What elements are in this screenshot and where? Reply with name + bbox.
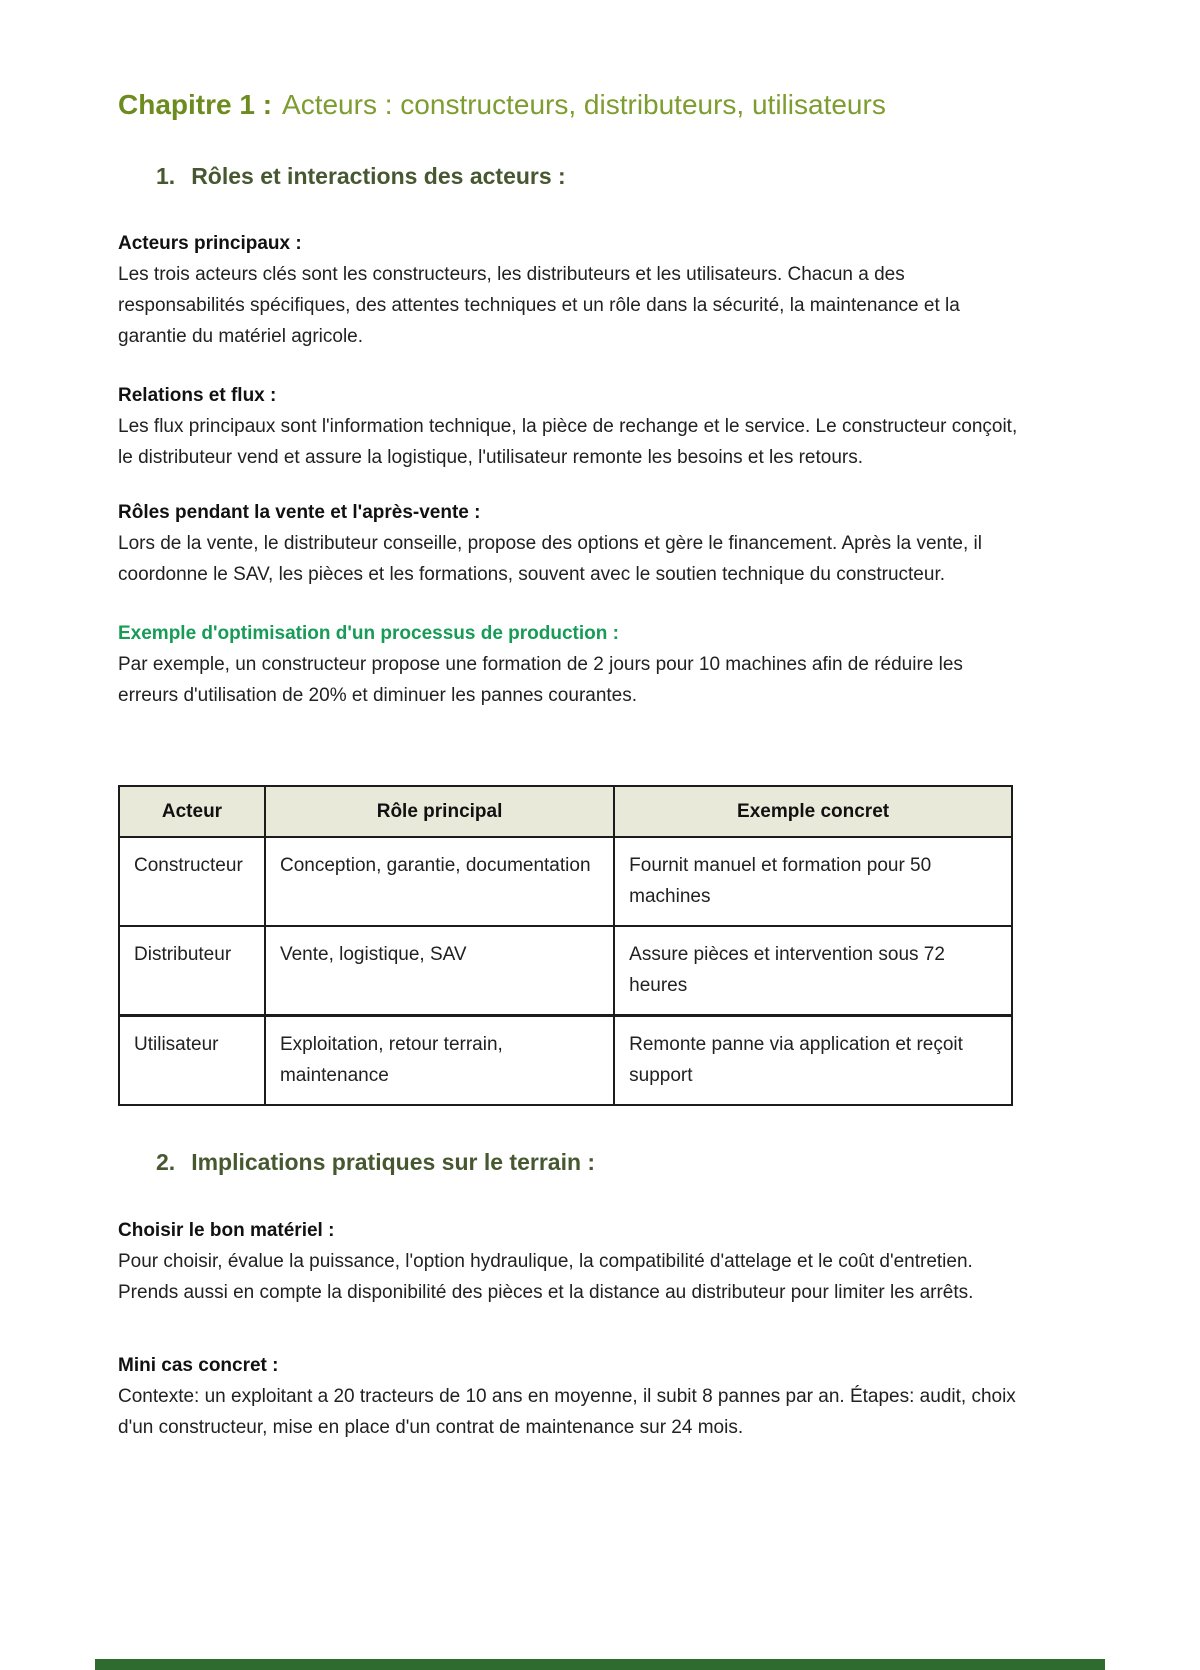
block-body: Pour choisir, évalue la puissance, l'option hydraulique, la compatibilité d'attelage et le coût d'entretien. Prends aussi en compte la disponibilité des pièces et la distance au distributeur pour limiter les arrêts.	[118, 1251, 974, 1303]
cell-exemple: Remonte panne via application et reçoit support	[614, 1016, 1012, 1106]
block-heading: Acteurs principaux :	[118, 233, 302, 254]
block-heading-green: Exemple d'optimisation d'un processus de production :	[118, 623, 619, 644]
table-header-exemple: Exemple concret	[614, 786, 1012, 837]
actors-table-head	[119, 786, 1012, 837]
chapter-subtitle: Acteurs : constructeurs, distributeurs, utilisateurs	[282, 89, 886, 120]
actors-table	[118, 785, 1013, 1106]
cell-acteur: Distributeur	[119, 926, 265, 1016]
cell-role: Vente, logistique, SAV	[265, 926, 614, 1016]
chapter-label: Chapitre 1 :	[118, 89, 273, 120]
paragraph-block-acteurs-principaux	[118, 228, 1018, 352]
paragraph-block-exemple-optimisation	[118, 618, 1018, 711]
cell-exemple: Fournit manuel et formation pour 50 machines	[614, 837, 1012, 926]
document-content	[118, 0, 1018, 1443]
block-body: Contexte: un exploitant a 20 tracteurs de 10 ans en moyenne, il subit 8 pannes par an. Étapes: audit, choix d'un constructeur, mise en place d'un contrat de maintenance sur 24 mois.	[118, 1386, 1016, 1438]
block-heading: Mini cas concret :	[118, 1355, 279, 1376]
table-row	[119, 1016, 1012, 1106]
block-heading: Rôles pendant la vente et l'après-vente :	[118, 502, 481, 523]
block-body: Par exemple, un constructeur propose une formation de 2 jours pour 10 machines afin de réduire les erreurs d'utilisation de 20% et diminuer les pannes courantes.	[118, 654, 963, 706]
paragraph-block-choisir-materiel	[118, 1215, 1018, 1308]
block-body: Lors de la vente, le distributeur conseille, propose des options et gère le financement. Après la vente, il coordonne le SAV, les pièces et les formations, souvent avec le soutien technique du constructeur.	[118, 533, 982, 585]
chapter-title	[118, 0, 1018, 124]
paragraph-block-mini-cas	[118, 1350, 1018, 1443]
section-heading-1	[156, 160, 1018, 192]
section-title: Implications pratiques sur le terrain :	[191, 1149, 596, 1175]
table-header-acteur: Acteur	[119, 786, 265, 837]
section-heading-2	[156, 1146, 1018, 1178]
cell-role: Exploitation, retour terrain, maintenance	[265, 1016, 614, 1106]
page-footer-bar	[95, 1659, 1105, 1670]
block-body: Les trois acteurs clés sont les constructeurs, les distributeurs et les utilisateurs. Chacun a des responsabilités spécifiques, des attentes techniques et un rôle dans la sécurité, la maintenance et la garantie du matériel agricole.	[118, 264, 960, 347]
block-heading: Choisir le bon matériel :	[118, 1220, 335, 1241]
block-body: Les flux principaux sont l'information technique, la pièce de rechange et le service. Le constructeur conçoit, le distributeur vend et assure la logistique, l'utilisateur remonte les besoins et les retours.	[118, 416, 1018, 468]
table-row	[119, 926, 1012, 1016]
section-number: 1.	[156, 163, 176, 189]
section-number: 2.	[156, 1149, 176, 1175]
paragraph-block-relations-flux	[118, 380, 1018, 473]
table-header-role: Rôle principal	[265, 786, 614, 837]
table-row	[119, 837, 1012, 926]
cell-acteur: Utilisateur	[119, 1016, 265, 1106]
cell-acteur: Constructeur	[119, 837, 265, 926]
block-heading: Relations et flux :	[118, 385, 277, 406]
actors-table-body	[119, 837, 1012, 1105]
paragraph-block-roles-vente	[118, 497, 1018, 590]
section-title: Rôles et interactions des acteurs :	[191, 163, 566, 189]
cell-exemple: Assure pièces et intervention sous 72 heures	[614, 926, 1012, 1016]
table-header-row	[119, 786, 1012, 837]
cell-role: Conception, garantie, documentation	[265, 837, 614, 926]
